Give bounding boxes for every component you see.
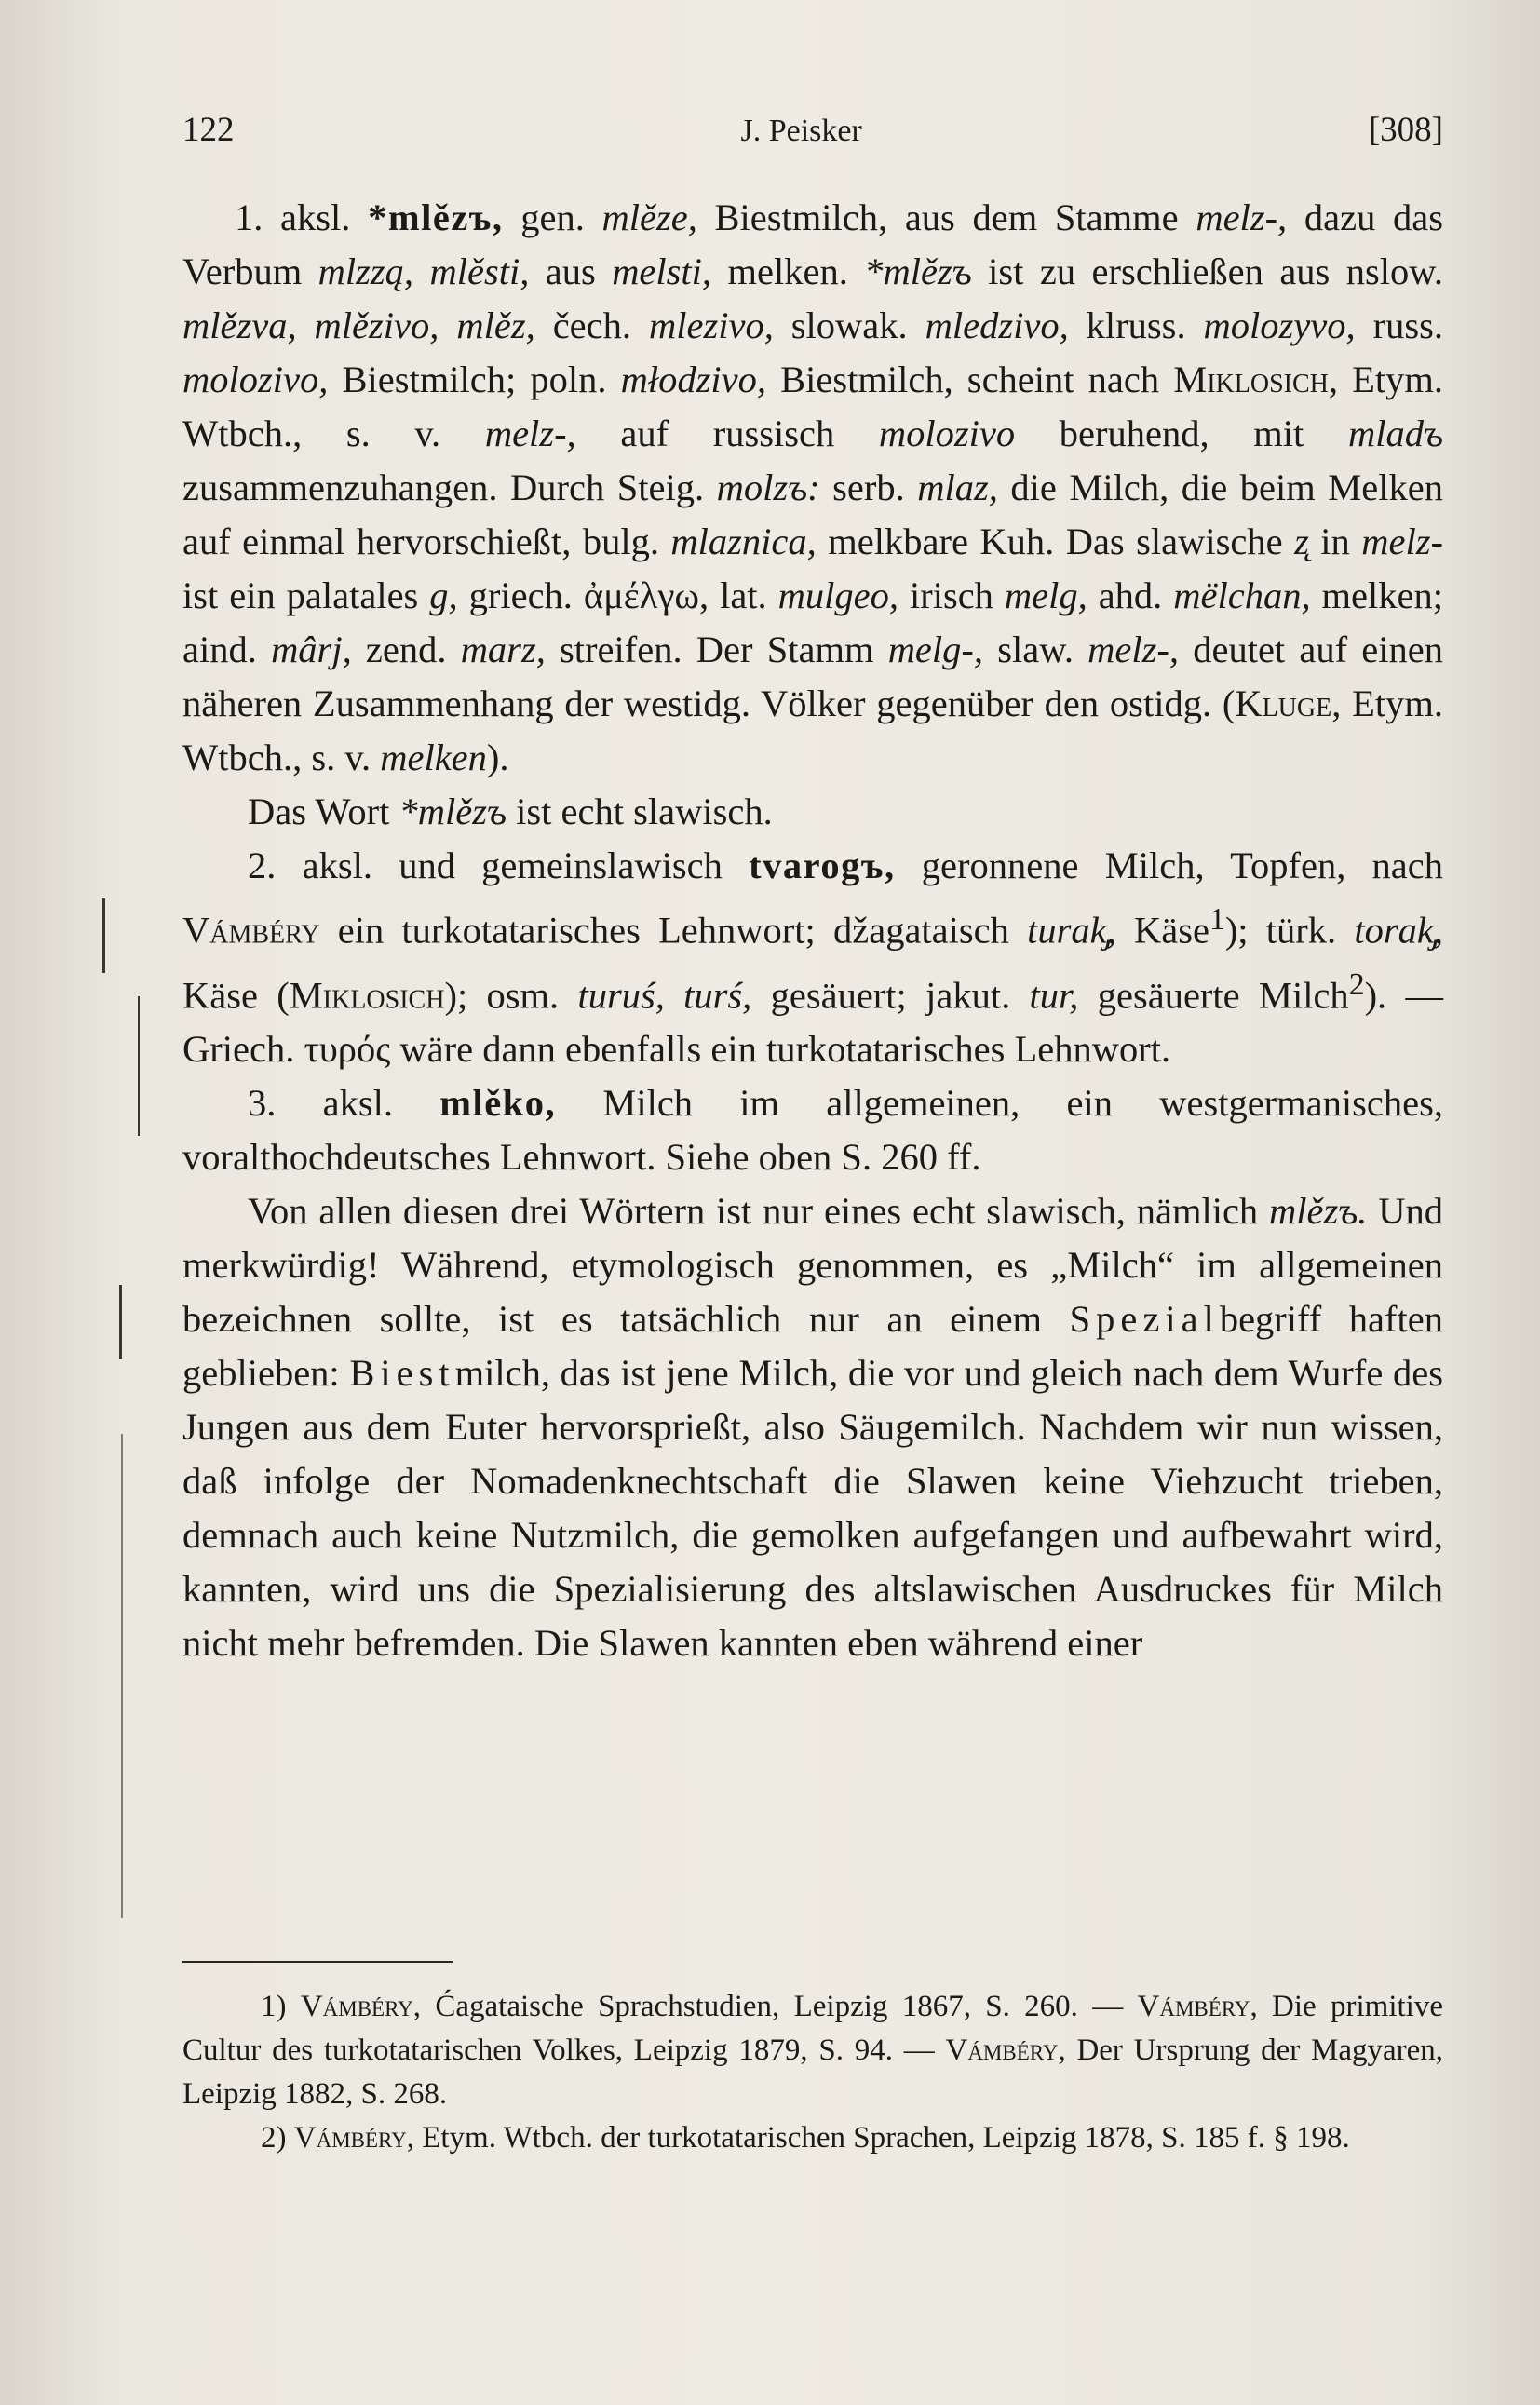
footnote-2: 2) Vámbéry, Etym. Wtbch. der turkotatarischen Sprachen, Leipzig 1878, S. 185 f. § 198. <box>261 2121 1350 2155</box>
margin-pencil-mark <box>119 1285 122 1359</box>
entry-mlezu: 1. aksl. *mlězъ, gen. mlěze, Biestmilch, aus dem Stamme melz-, dazu das Verbum mlzzą, mlěsti, aus melsti, melken. *mlězъ ist zu erschließen aus nslow. mlězva, mlězivo, mlěz, čech. mlezivo, slowak. mledzivo, klruss. molozyvo, russ. molozivo, Biestmilch; poln. młodzivo, Biestmilch, scheint nach Miklosich, Etym. Wtbch., s. v. melz-, auf russisch molozivo beruhend, mit mladъ zusammenzuhangen. Durch Steig. molzъ: serb. mlaz, die Milch, die beim Melken auf einmal hervorschießt, bulg. mlaznica, melkbare Kuh. Das slawische z̨ in melz- ist ein palatales g, griech. ἀμέλγω, lat. mulgeo, irisch melg, ahd. mëlchan, melken; aind. mârj, zend. marz, streifen. Der Stamm melg-, slaw. melz-, deutet auf einen näheren Zusammenhang der westidg. Völker gegenüber den ostidg. (Kluge, Etym. Wtbch., s. v. melken). <box>182 196 1444 778</box>
margin-pencil-mark <box>121 1434 123 1918</box>
running-head <box>182 110 1443 166</box>
footnote-rule <box>182 1961 453 1963</box>
bracket-page-number: [308] <box>1368 111 1443 149</box>
footnote-ref-1: 1 <box>1209 902 1225 937</box>
paragraph-discussion: Von allen diesen drei Wörtern ist nur eines echt slawisch, nämlich mlězъ. Und merkwürdig! Während, etymologisch genommen, es „Milch“ im allgemeinen bezeichnen sollte, ist es tatsächlich nur an einem Spezialbegriff haften geblieben: Biestmilch, das ist jene Milch, die vor und gleich nach dem Wurfe des Jungen aus dem Euter hervorsprießt, also Säugemilch. Nachdem wir nun wissen, daß infolge der Nomadenknechtschaft die Slawen keine Viehzucht trieben, demnach auch keine Nutzmilch, die gemolken aufgefangen und aufbewahrt wird, kannten, wird uns die Spezialisierung des altslawischen Ausdruckes für Milch nicht mehr befremden. Die Slawen kannten eben während einer <box>182 1190 1444 1664</box>
footnote-1: 1) Vámbéry, Ćagataische Sprachstudien, Leipzig 1867, S. 260. — Vámbéry, Die primitive Cultur des turkotatarischen Volkes, Leipzig 1879, S. 94. — Vámbéry, Der Ursprung der Magyaren, Leipzig 1882, S. 268. <box>182 1990 1443 2111</box>
entry-tvarogu: 2. aksl. und gemeinslawisch tvarogъ, geronnene Milch, Topfen, nach Vámbéry ein turkotatarisches Lehnwort; džagataisch turak̡, Käse$^1$); türk. torak̡, Käse (Miklosich); osm. turuś, turś, gesäuert; jakut. tur, gesäuerte Milch$^2$). — Griech. τυρός wäre dann ebenfalls ein turkotatarisches Lehnwort. <box>182 844 1444 1070</box>
margin-pencil-mark <box>138 996 140 1136</box>
entry-mlezu-note: Das Wort *mlězъ ist echt slawisch. <box>248 790 773 832</box>
footnote-ref-2: 2 <box>1348 966 1365 1002</box>
footnotes <box>182 1985 1443 2160</box>
entry-mleko: 3. aksl. mlěko, Milch im allgemeinen, ein westgermanisches, voralthochdeutsches Lehnwort. Siehe oben S. 260 ff. <box>182 1082 1443 1178</box>
running-author: J. Peisker <box>740 114 862 148</box>
margin-pencil-mark <box>102 898 105 973</box>
page-number: 122 <box>182 111 235 149</box>
body-text <box>182 191 1443 1670</box>
